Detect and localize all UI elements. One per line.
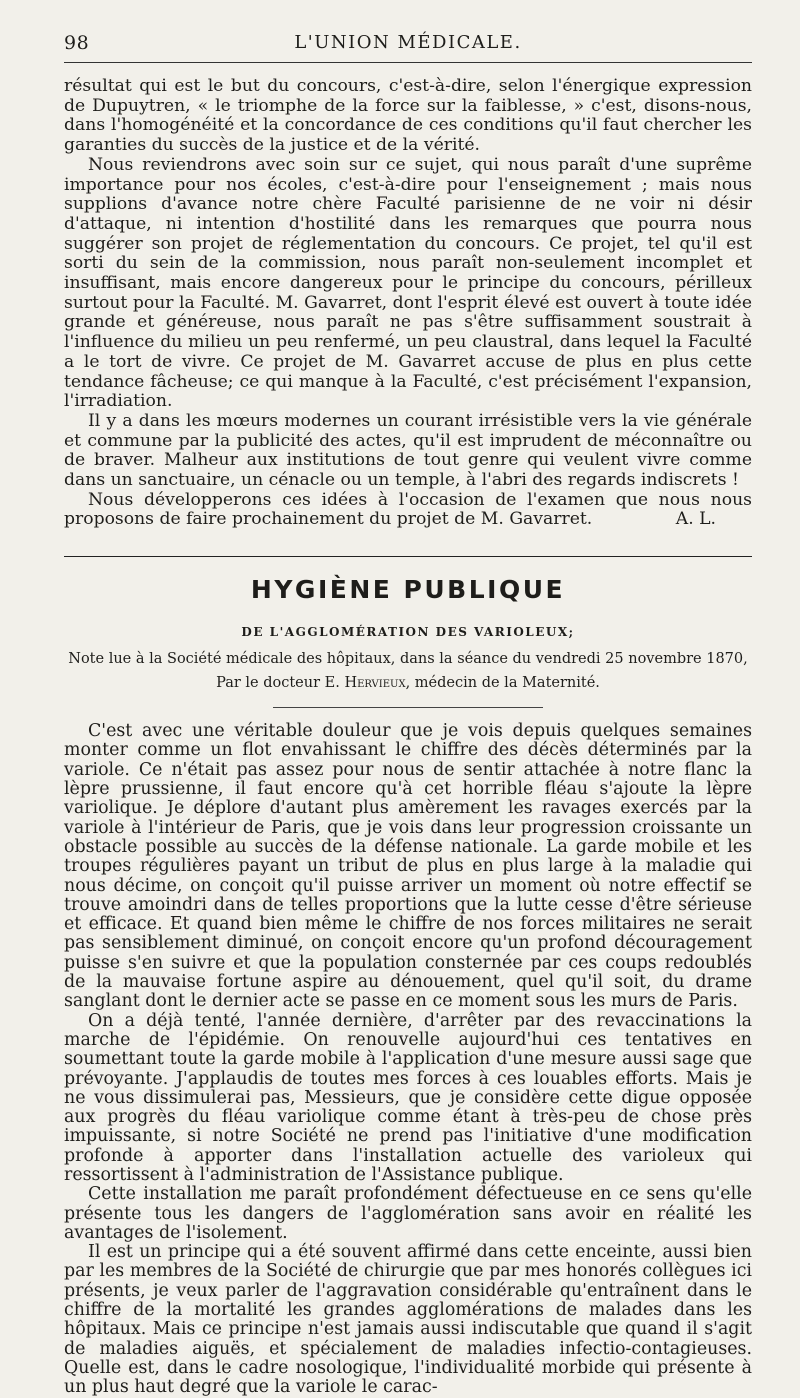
article-note: Note lue à la Société médicale des hôpitaux, dans la séance du vendredi 25 novembre 1870, [68, 651, 748, 668]
page-header [64, 28, 752, 63]
title-rule [273, 707, 543, 708]
intro-text [64, 77, 752, 530]
section-divider [64, 556, 752, 557]
journal-title: L'UNION MÉDICALE. [294, 32, 522, 53]
paragraph [64, 491, 752, 530]
author-name: E. Hervieux [324, 675, 406, 692]
signature: A. L. [675, 509, 716, 530]
author-suffix: , médecin de la Maternité. [405, 675, 600, 692]
page-number: 98 [64, 32, 90, 54]
paragraph: Il y a dans les mœurs modernes un courant irrésistible vers la vie générale et commune par la publicité des actes, qu'il est imprudent de méconnaître ou de braver. Malheur aux institutions de tout genre qui veulent vivre comme dans un sanctuaire, un cénacle ou un temple, à l'abri des regards indiscrets ! [64, 410, 752, 491]
paragraph: Nous reviendrons avec soin sur ce sujet, qui nous paraît d'une suprême importance pour nos écoles, c'est-à-dire pour l'enseignement ; mais nous supplions d'avance notre chère Faculté parisienne de ne voir ni désir d'attaque, ni intention d'hostilité dans les remarques que pourra nous suggérer son projet de réglementation du concours. Ce projet, tel qu'il est sorti du sein de la commission, nous paraît non-seulement incomplet et insuffisant, mais encore dangereux pour le principe du concours, périlleux surtout pour la Faculté. M. Gavarret, dont l'esprit élevé est ouvert à toute idée grande et généreuse, nous paraît ne pas s'être suffisamment soustrait à l'influence du milieu un peu renfermé, un peu claustral, dans lequel la Faculté a le tort de vivre. Ce projet de M. Gavarret accuse de plus en plus cette tendance fâcheuse; ce qui manque à la Faculté, c'est précisément l'expansion, l'irradiation. [64, 154, 752, 412]
paragraph: On a déjà tenté, l'année dernière, d'arrêter par des revaccinations la marche de l'épidémie. On renouvelle aujourd'hui ces tentatives en soumettant toute la garde mobile à l'application d'une mesure aussi sage que prévoyante. J'applaudis de toutes mes forces à ces louables efforts. Mais je ne vous dissimulerai pas, Messieurs, que je considère cette digue opposée aux progrès du fléau variolique comme étant à très-peu de chose près impuissante, si notre Société ne prend pas l'initiative d'une modification profonde à apporter dans l'installation actuelle des varioleux qui ressortissent à l'administration de l'Assistance publique. [64, 1010, 752, 1185]
section-title: HYGIÈNE PUBLIQUE [250, 575, 566, 605]
article-title: DE L'AGGLOMÉRATION DES VARIOLEUX; [241, 625, 575, 640]
paragraph: Cette installation me paraît profondément défectueuse en ce sens qu'elle présente tous les dangers de l'agglomération sans avoir en réalité les avantages de l'isolement. [64, 1184, 752, 1243]
paragraph: résultat qui est le but du concours, c'est-à-dire, selon l'énergique expression de Dupuytren, « le triomphe de la force sur la faiblesse, » c'est, disons-nous, dans l'homogénéité et la concordance de ces conditions qu'il faut chercher les garanties du succès de la justice et de la vérité. [64, 76, 752, 156]
author-prefix: Par le docteur [216, 675, 321, 692]
article-author [64, 675, 752, 691]
paragraph-text: Nous développerons ces idées à l'occasion de l'examen que nous nous proposons de faire prochainement du projet de M. Gavarret. [64, 489, 752, 530]
paragraph: C'est avec une véritable douleur que je vois depuis quelques semaines monter comme un flot envahissant le chiffre des décès déterminés par la variole. Ce n'était pas assez pour nous de sentir attachée à notre flanc la lèpre prussienne, il faut encore qu'à cet horrible fléau s'ajoute la lèpre variolique. Je déplore d'autant plus amèrement les ravages exercés par la variole à l'intérieur de Paris, que je vois dans leur progression croissante un obstacle possible au succès de la défense nationale. La garde mobile et les troupes régulières payant un tribut de plus en plus large à la maladie qui nous décime, on conçoit qu'il puisse arriver un moment où notre effectif se trouve amoindri dans de telles proportions que la lutte cesse d'être sérieuse et efficace. Et quand bien même le chiffre de nos forces militaires ne serait pas sensiblement diminué, on conçoit encore qu'un profond découragement puisse s'en suivre et que la population consternée par ces coups redoublés de la mauvaise fortune aspire au dénouement, quel qu'il soit, du drame sanglant dont le dernier acte se passe en ce moment sous les murs de Paris. [64, 721, 752, 1012]
article-text [64, 722, 752, 1397]
paragraph: Il est un principe qui a été souvent affirmé dans cette enceinte, aussi bien par les membres de la Société de chirurgie que par mes honorés collègues ici présents, je veux parler de l'aggravation considérable qu'entraînent dans le chiffre de la mortalité les grandes agglomérations de malades dans les hôpitaux. Mais ce principe n'est jamais aussi indiscutable que quand il s'agit de maladies aiguës, et spécialement de maladies infectio-contagieuses. Quelle est, dans le cadre nosologique, l'individualité morbide qui présente à un plus haut degré que la variole le carac- [64, 1242, 752, 1398]
